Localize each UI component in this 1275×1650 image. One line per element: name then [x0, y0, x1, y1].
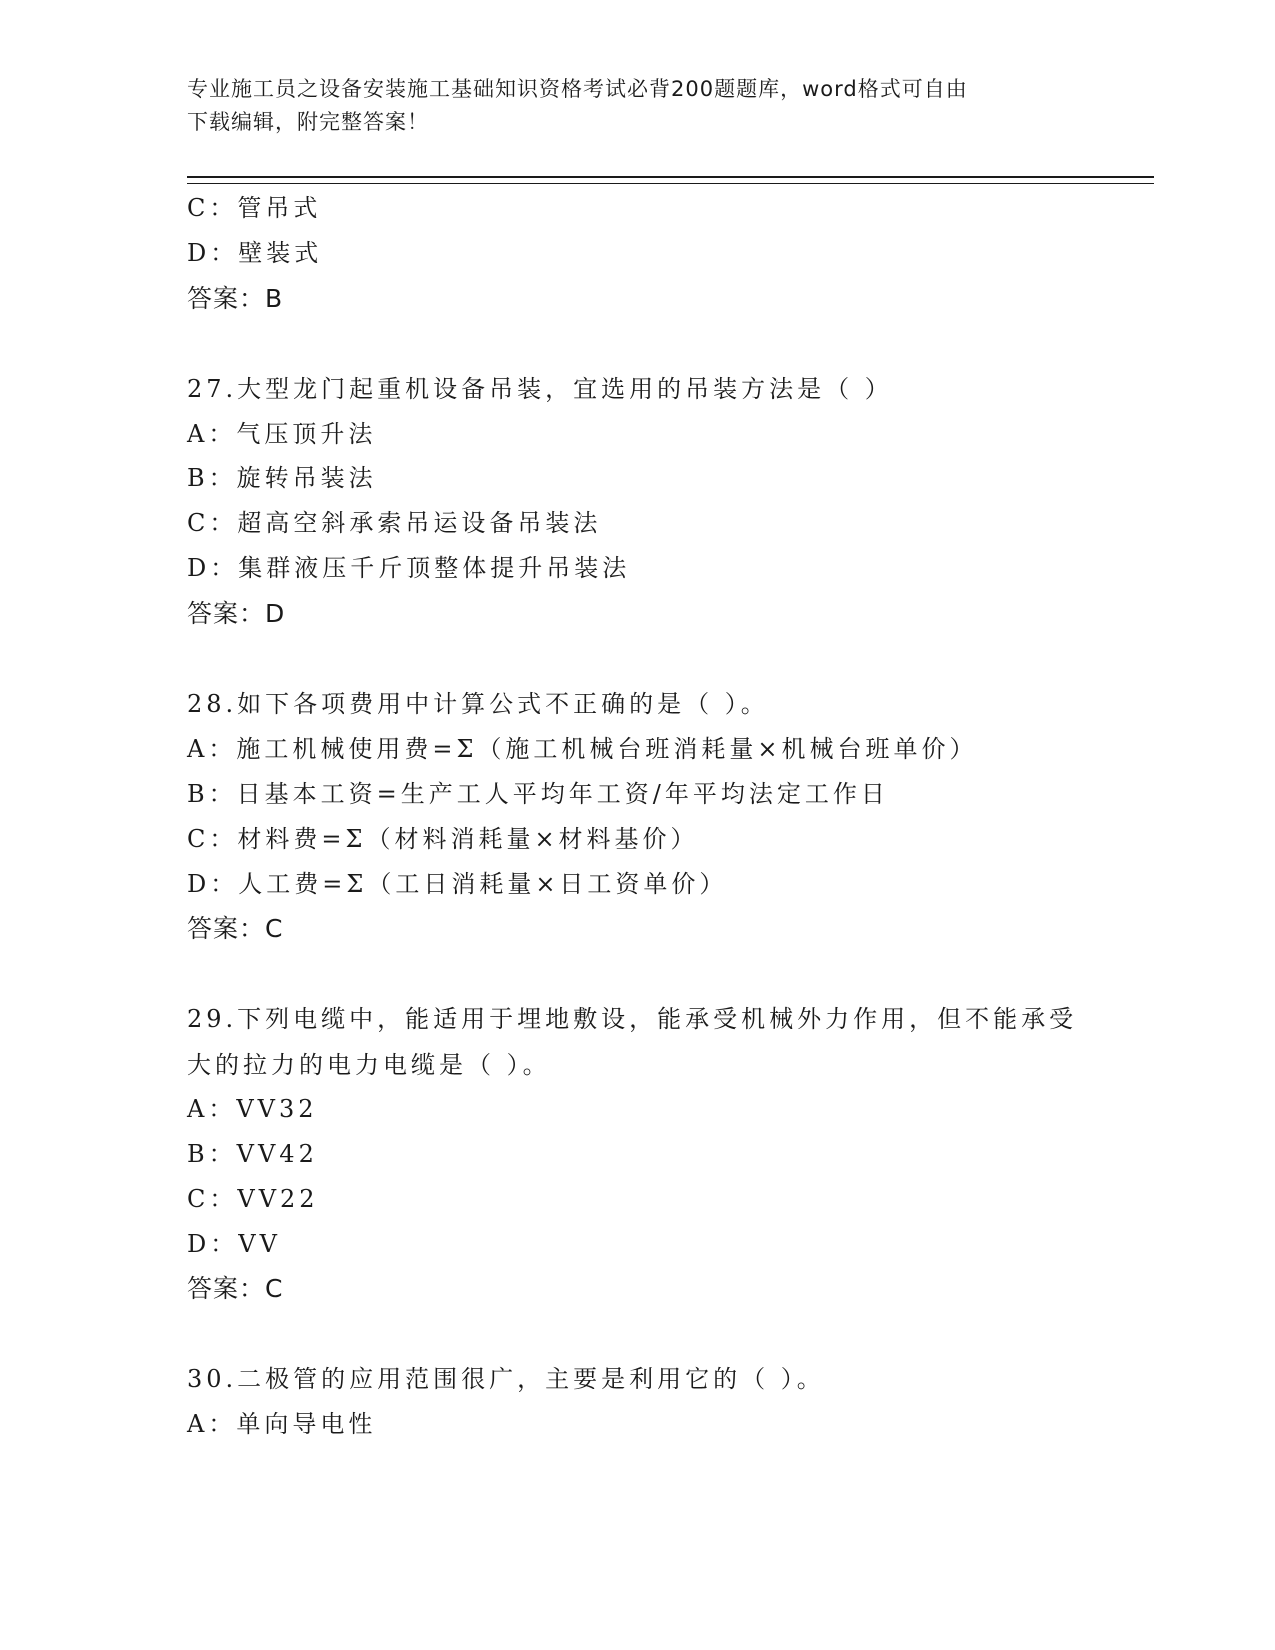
q29-question: 29.下列电缆中，能适用于埋地敷设，能承受机械外力作用，但不能承受大的拉力的电力电缆是（ ）。	[187, 1005, 1078, 1079]
q27-option-d: D：集群液压千斤顶整体提升吊装法	[187, 554, 631, 582]
q26-option-d: D：壁装式	[187, 239, 323, 267]
q26-answer: 答案：B	[187, 284, 284, 313]
q29-answer: 答案：C	[187, 1274, 284, 1303]
document-header	[187, 73, 1087, 139]
q30-question: 30.二极管的应用范围很广，主要是利用它的（ ）。	[187, 1365, 825, 1393]
q28-question: 28.如下各项费用中计算公式不正确的是（ ）。	[187, 690, 769, 718]
q29-option-c: C：VV22	[187, 1185, 319, 1213]
q27-question: 27.大型龙门起重机设备吊装，宜选用的吊装方法是（ ）	[187, 375, 893, 403]
q28-option-c: C：材料费=Σ（材料消耗量×材料基价）	[187, 825, 699, 853]
q27-option-c: C：超高空斜承索吊运设备吊装法	[187, 509, 602, 537]
header-divider	[187, 176, 1154, 184]
q28-answer: 答案：C	[187, 914, 284, 943]
q26-option-c: C：管吊式	[187, 194, 322, 222]
q27-answer: 答案：D	[187, 599, 286, 628]
q29-option-a: A：VV32	[187, 1095, 318, 1123]
header-line-2: 下载编辑，附完整答案！	[187, 110, 429, 134]
q27-option-a: A：气压顶升法	[187, 420, 377, 448]
q28-option-d: D：人工费=Σ（工日消耗量×日工资单价）	[187, 870, 728, 898]
q29-option-b: B：VV42	[187, 1140, 318, 1168]
header-line-1: 专业施工员之设备安装施工基础知识资格考试必背200题题库，word格式可自由	[187, 77, 968, 101]
q30-option-a: A：单向导电性	[187, 1410, 377, 1438]
q28-option-a: A：施工机械使用费=Σ（施工机械台班消耗量×机械台班单价）	[187, 735, 978, 763]
q27-option-b: B：旋转吊装法	[187, 464, 377, 492]
q28-option-b: B：日基本工资=生产工人平均年工资/年平均法定工作日	[187, 780, 889, 808]
q29-option-d: D：VV	[187, 1230, 281, 1258]
